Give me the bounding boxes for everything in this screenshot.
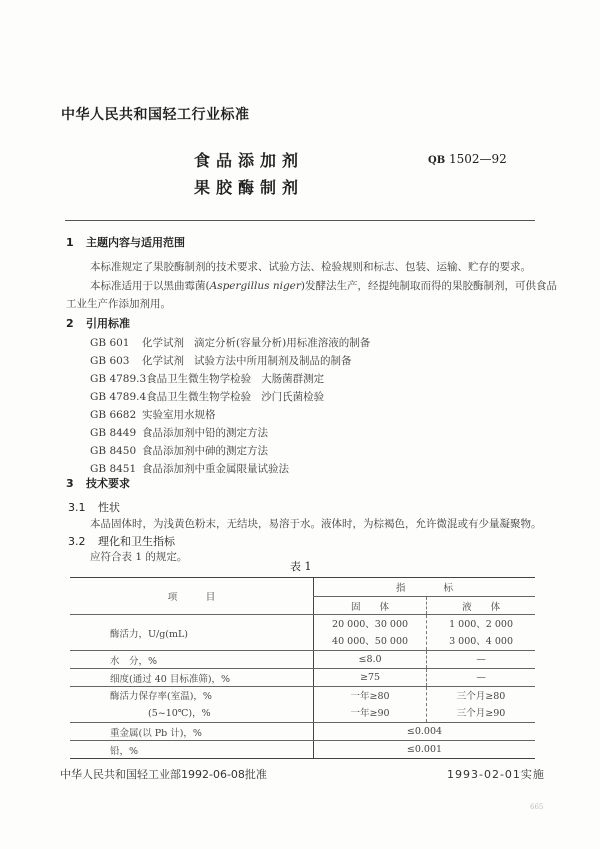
table-row: 酶活力保存率(室温)，% (5~10℃)，% 一年≥80 一年≥90 三个月≥80 三个月≥90 [70, 687, 535, 723]
section-3-1-heading: 3.1 性状 [68, 501, 120, 514]
reference-code: GB 6682 [90, 409, 137, 421]
reference-subtitle: 试验方法中所用制剂及制品的制备 [194, 355, 352, 367]
reference-title: 食品添加剂中砷的测定方法 [142, 445, 268, 457]
reference-code: GB 8451 [90, 463, 137, 475]
header-liquid: 液 体 [427, 597, 535, 615]
section-1-paragraph-2: 本标准适用于以黑曲霉菌(Aspergillus niger)发酵法生产，经提纯制取而得的果胶酶制剂，可供食品 [90, 280, 558, 292]
reference-item [90, 389, 324, 404]
reference-subtitle: 大肠菌群测定 [261, 373, 325, 385]
reference-code: GB 4789.4 [90, 391, 147, 403]
reference-code: GB 8450 [90, 445, 137, 457]
reference-code: GB 8449 [90, 427, 137, 439]
section-3-2-heading: 3.2 理化和卫生指标 [68, 535, 175, 548]
standard-code [428, 152, 507, 166]
section-1-heading: 1 主题内容与适用范围 [66, 236, 185, 249]
reference-code: GB 603 [90, 355, 130, 367]
reference-code: GB 4789.3 [90, 373, 147, 385]
reference-subtitle: 沙门氏菌检验 [261, 391, 325, 403]
page-number: 665 [530, 803, 544, 811]
table-row: 重金属(以 Pb 计)，% ≤0.004 [70, 723, 535, 741]
reference-title: 化学试剂 [142, 355, 184, 367]
section-2-heading: 2 引用标准 [66, 317, 130, 330]
specification-table [70, 577, 535, 759]
reference-title: 食品添加剂中铅的测定方法 [142, 427, 268, 439]
header-solid: 固 体 [313, 597, 426, 615]
section-1-paragraph-2-cont: 工业生产作添加剂用。 [66, 298, 171, 310]
reference-title: 食品卫生微生物学检验 [146, 391, 252, 403]
document-title-line1: 食品添加剂 [194, 151, 305, 170]
effective-date: 1993-02-01实施 [447, 768, 545, 781]
reference-item [90, 353, 352, 368]
reference-item [90, 335, 370, 350]
header-item: 项 目 [70, 578, 313, 615]
table-caption: 表 1 [290, 560, 312, 573]
section-3-1-text: 本品固体时，为浅黄色粉末，无结块，易溶于水。液体时，为棕褐色，允许微混或有少量凝聚物。 [90, 518, 542, 530]
table-row: 细度(通过 40 目标准筛)，% ≥75 — [70, 669, 535, 687]
approval-date: 中华人民共和国轻工业部1992-06-08批准 [60, 768, 267, 781]
header-index: 指 标 [313, 578, 535, 597]
standard-prefix: QB [428, 155, 446, 166]
reference-title: 食品添加剂中重金属限量试验法 [142, 463, 289, 475]
table-row: 水 分，% ≤8.0 — [70, 651, 535, 669]
document-title-line2: 果胶酶制剂 [194, 178, 305, 197]
header-divider [65, 220, 535, 221]
table-row: 铅，% ≤0.001 [70, 741, 535, 759]
reference-title: 实验室用水规格 [142, 409, 216, 421]
reference-subtitle: 滴定分析(容量分析)用标准溶液的制备 [194, 337, 371, 349]
reference-item [90, 407, 226, 422]
table-row: 酶活力，U/g(mL) 20 000、30 000 40 000、50 000 1 000、2 000 3 000、4 000 [70, 615, 535, 651]
issuing-organization: 中华人民共和国轻工行业标准 [61, 107, 250, 123]
standard-number: 1502—92 [449, 152, 507, 166]
reference-item [90, 425, 278, 440]
reference-item [90, 443, 278, 458]
reference-item [90, 461, 299, 476]
reference-item [90, 371, 324, 386]
reference-code: GB 601 [90, 337, 130, 349]
section-3-heading: 3 技术要求 [66, 477, 130, 490]
reference-title: 化学试剂 [142, 337, 184, 349]
section-3-2-text: 应符合表 1 的规定。 [90, 551, 188, 563]
reference-title: 食品卫生微生物学检验 [146, 373, 252, 385]
section-1-paragraph-1: 本标准规定了果胶酶制剂的技术要求、试验方法、检验规则和标志、包装、运输、贮存的要求。 [90, 261, 531, 273]
